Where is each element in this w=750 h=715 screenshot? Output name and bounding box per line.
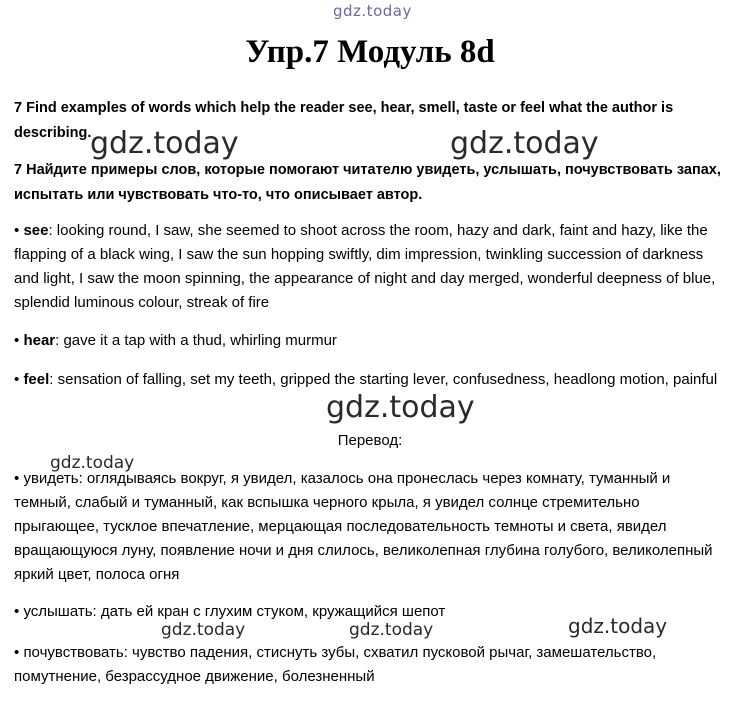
bullet: • (14, 222, 20, 239)
feel-paragraph (14, 368, 724, 392)
ru-feel-paragraph (14, 641, 724, 689)
task-russian: 7 Найдите примеры слов, которые помогают читателю увидеть, услышать, почувствовать запах, испытать или чувствовать что-то, что описывает автор. (14, 162, 721, 203)
watermark-small-mid-left: gdz.today (161, 620, 246, 640)
watermark-small-left: gdz.today (50, 453, 135, 473)
hear-text: : gave it a tap with a thud, whirling murmur (55, 332, 337, 349)
watermark-center: gdz.today (326, 390, 475, 425)
bullet: • (14, 644, 20, 661)
ru-see-paragraph (14, 467, 724, 587)
bullet: • (14, 603, 20, 620)
task-english: 7 Find examples of words which help the reader see, hear, smell, taste or feel what the author is describing. (14, 100, 674, 141)
feel-text: : sensation of falling, set my teeth, gripped the starting lever, confusedness, headlong motion, painful (49, 371, 718, 388)
page-title: Упр.7 Модуль 8d (245, 34, 495, 70)
hear-paragraph (14, 329, 724, 353)
see-label: see (23, 222, 49, 239)
feel-label: feel (23, 371, 50, 388)
bullet: • (14, 332, 20, 349)
see-paragraph (14, 219, 724, 315)
ru-hear-text: услышать: дать ей кран с глухим стуком, кружащийся шепот (23, 603, 446, 620)
bullet: • (14, 470, 20, 487)
see-text: : looking round, I saw, she seemed to shoot across the room, hazy and dark, faint and hazy, like the flapping of a black wing, I saw the sun hopping swiftly, dim impression, twinkling succession of darkness and light, I saw the moon spinning, the appearance of night and day merged, wonderful deepness of blue, splendid luminous colour, streak of fire (14, 222, 716, 311)
watermark-small-mid: gdz.today (349, 620, 434, 640)
bullet: • (14, 371, 20, 388)
hear-label: hear (23, 332, 56, 349)
watermark-right: gdz.today (450, 126, 599, 161)
ru-see-text: увидеть: оглядываясь вокруг, я увидел, казалось она пронеслась через комнату, туманный и темный, слабый и туманный, как вспышка черного крыла, я увидел солнце стремительно прыгающее, тусклое впечатление, мерцающая последовательность темноты и света, явидел вращающуюся луну, появление ночи и дня слилось, великолепная глубина голубого, великолепный яркий цвет, полоса огня (14, 470, 713, 583)
watermark-left: gdz.today (90, 126, 239, 161)
ru-feel-text: почувствовать: чувство падения, стиснуть зубы, схватил пусковой рычаг, замешательство, помутнение, безрассудное движение, болезненный (14, 644, 657, 685)
translation-heading: Перевод: (337, 432, 403, 449)
watermark-bottom-right: gdz.today (568, 614, 668, 638)
watermark-top: gdz.today (333, 2, 412, 20)
